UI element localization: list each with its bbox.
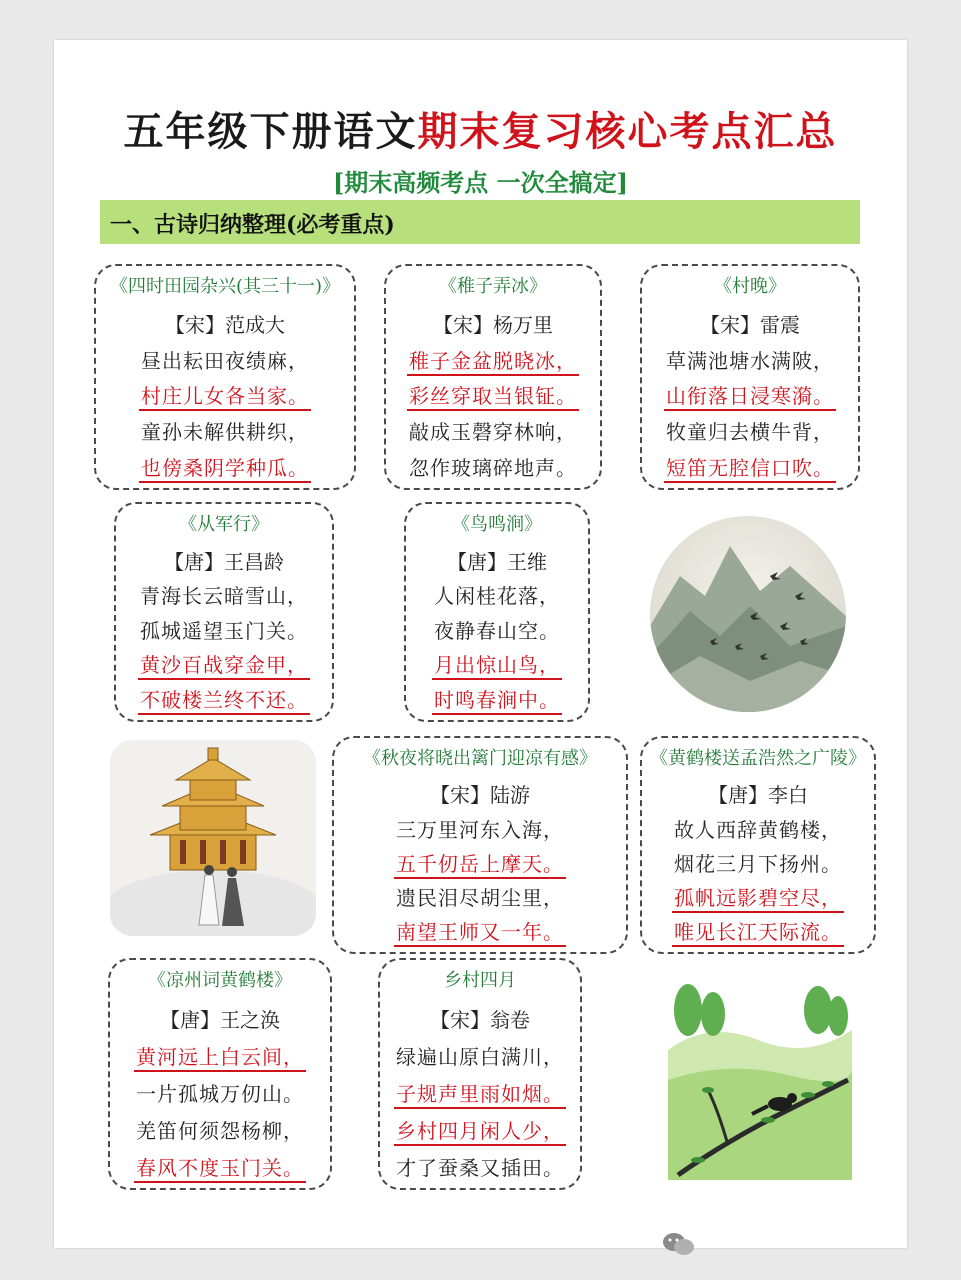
- poem-line: [386, 416, 600, 445]
- poem-card: [378, 958, 582, 1190]
- poem-line-text: 也傍桑阴学种瓜。: [139, 456, 311, 483]
- poem-line: [96, 345, 354, 374]
- poem-line-text: 村庄儿女各当家。: [139, 384, 311, 411]
- poem-line-text: 童孙未解供耕织，: [141, 420, 309, 444]
- poem-line-text: 稚子金盆脱晓冰，: [407, 349, 579, 376]
- poem-line: [642, 882, 874, 911]
- poem-line: [116, 615, 332, 644]
- poem-line-text: 南望王师又一年。: [394, 920, 566, 947]
- poem-card: [94, 264, 356, 490]
- poem-line: [380, 1152, 580, 1181]
- poem-line-text: 时鸣春涧中。: [432, 688, 562, 715]
- poem-line: [642, 916, 874, 945]
- poem-author: 【宋】范成大: [165, 313, 285, 337]
- poem-line: [406, 580, 588, 609]
- poem-line-text: 三万里河东入海，: [396, 818, 564, 842]
- poem-line-text: 孤城遥望玉门关。: [140, 619, 308, 643]
- poem-card: [640, 736, 876, 954]
- poem-author: 【宋】翁卷: [430, 1008, 530, 1032]
- poem-line: [110, 1078, 330, 1107]
- poem-line-text: 绿遍山原白满川，: [396, 1045, 564, 1069]
- poem-title: 《黄鹤楼送孟浩然之广陵》: [650, 748, 866, 769]
- poem-line: [110, 1041, 330, 1070]
- poem-line-text: 唯见长江天际流。: [672, 920, 844, 947]
- poem-line-text: 短笛无腔信口吹。: [664, 456, 836, 483]
- poem-author: 【宋】杨万里: [433, 313, 553, 337]
- worksheet-page: [54, 40, 907, 1248]
- poem-line-text: 彩丝穿取当银钲。: [407, 384, 579, 411]
- poem-line-text: 山衔落日浸寒漪。: [664, 384, 836, 411]
- poem-title: 《鸟鸣涧》: [452, 514, 542, 535]
- poem-line: [334, 848, 626, 877]
- poem-line: [334, 882, 626, 911]
- page-title: [54, 100, 907, 157]
- poem-author: 【唐】王昌龄: [164, 550, 284, 574]
- poem-line: [406, 684, 588, 713]
- poem-line: [380, 1078, 580, 1107]
- poem-line-text: 敲成玉磬穿林响，: [409, 420, 577, 444]
- poem-line-text: 孤帆远影碧空尽，: [672, 886, 844, 913]
- poem-card: [114, 502, 334, 722]
- poem-title: 《秋夜将晓出篱门迎凉有感》: [363, 748, 597, 769]
- poem-card: [640, 264, 860, 490]
- title-part2: 期末复习核心考点汇总: [417, 108, 838, 155]
- poem-line: [386, 380, 600, 409]
- poem-line: [380, 1041, 580, 1070]
- poem-line: [96, 452, 354, 481]
- poem-title: 《稚子弄冰》: [439, 276, 547, 297]
- poem-line-text: 夜静春山空。: [434, 619, 560, 643]
- poem-line-text: 牧童归去横牛背，: [666, 420, 834, 444]
- poem-title: 乡村四月: [444, 970, 516, 991]
- poem-author: 【宋】雷震: [700, 313, 800, 337]
- poem-line: [642, 452, 858, 481]
- title-part1: 五年级下册语文: [123, 108, 418, 155]
- poem-card: [108, 958, 332, 1190]
- poem-card: [332, 736, 628, 954]
- poem-line-text: 才了蚕桑又插田。: [396, 1156, 564, 1180]
- poem-author: 【唐】李白: [708, 783, 808, 807]
- poem-line: [386, 452, 600, 481]
- poem-line: [334, 916, 626, 945]
- poem-line: [116, 684, 332, 713]
- poem-line: [406, 615, 588, 644]
- poem-line-text: 子规声里雨如烟。: [394, 1082, 566, 1109]
- poem-author: 【唐】王维: [447, 550, 547, 574]
- poem-line-text: 乡村四月闲人少，: [394, 1119, 566, 1146]
- poem-line: [96, 380, 354, 409]
- poem-line-text: 五千仞岳上摩天。: [394, 852, 566, 879]
- poem-line: [110, 1115, 330, 1144]
- bird-on-branch-illustration: [668, 980, 852, 1180]
- poem-line: [96, 416, 354, 445]
- poem-line: [116, 580, 332, 609]
- poem-line-text: 黄沙百战穿金甲，: [138, 653, 310, 680]
- poem-line: [386, 345, 600, 374]
- poem-card: [404, 502, 590, 722]
- poem-line-text: 不破楼兰终不还。: [138, 688, 310, 715]
- poem-title: 《四时田园杂兴(其三十一)》: [109, 276, 341, 297]
- poem-line-text: 草满池塘水满陂，: [666, 349, 834, 373]
- poem-line: [110, 1152, 330, 1181]
- wechat-icon: [662, 1232, 696, 1260]
- poem-line-text: 人闲桂花落，: [434, 584, 560, 608]
- poem-line: [406, 649, 588, 678]
- poem-line-text: 一片孤城万仞山。: [136, 1082, 304, 1106]
- poem-line: [642, 345, 858, 374]
- poem-line: [380, 1115, 580, 1144]
- section-header: [100, 200, 860, 244]
- poem-line: [642, 848, 874, 877]
- poem-line: [642, 416, 858, 445]
- poem-line-text: 遗民泪尽胡尘里，: [396, 886, 564, 910]
- poem-card: [384, 264, 602, 490]
- poem-author: 【宋】陆游: [430, 783, 530, 807]
- poem-title: 《从军行》: [179, 514, 269, 535]
- poem-line: [116, 649, 332, 678]
- poem-line-text: 烟花三月下扬州。: [674, 852, 842, 876]
- poem-line: [642, 380, 858, 409]
- poem-title: 《村晚》: [714, 276, 786, 297]
- poem-line: [642, 814, 874, 843]
- poem-line-text: 青海长云暗雪山，: [140, 584, 308, 608]
- subtitle: [期末高频考点 一次全搞定]: [332, 168, 629, 197]
- poem-line-text: 春风不度玉门关。: [134, 1156, 306, 1183]
- poem-author: 【唐】王之涣: [160, 1008, 280, 1032]
- poem-line: [334, 814, 626, 843]
- poem-line-text: 黄河远上白云间，: [134, 1045, 306, 1072]
- section-title: 一、古诗归纳整理(必考重点): [110, 212, 395, 238]
- poem-line-text: 忽作玻璃碎地声。: [409, 456, 577, 480]
- poem-line-text: 羌笛何须怨杨柳，: [136, 1119, 304, 1143]
- poem-title: 《凉州词黄鹤楼》: [148, 970, 292, 991]
- poem-line-text: 月出惊山鸟，: [432, 653, 562, 680]
- poem-line-text: 故人西辞黄鹤楼，: [674, 818, 842, 842]
- poem-line-text: 昼出耘田夜绩麻，: [141, 349, 309, 373]
- yellow-crane-tower-illustration: [110, 740, 316, 936]
- mountain-swallows-illustration: [650, 516, 846, 712]
